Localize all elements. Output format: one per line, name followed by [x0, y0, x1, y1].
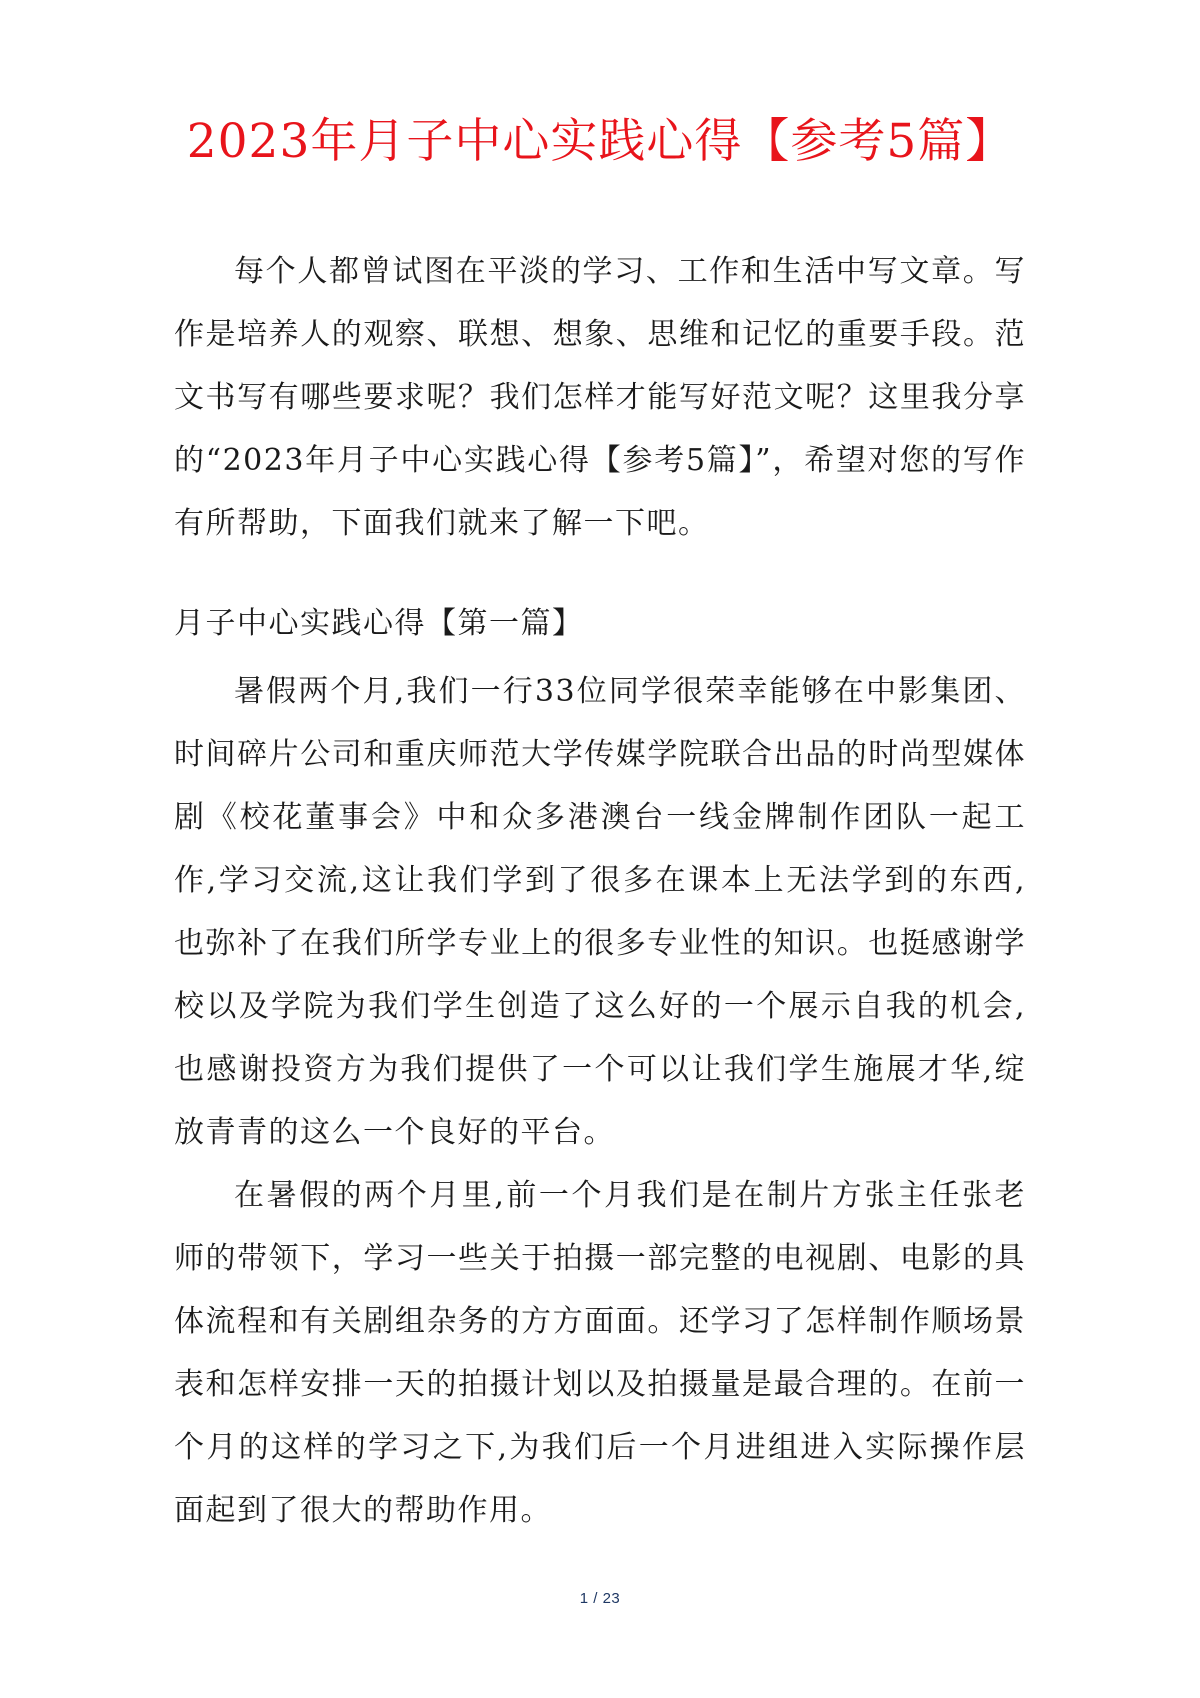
document-title: 2023年月子中心实践心得【参考5篇】	[186, 114, 1014, 169]
page-number: 1 / 23	[579, 1590, 621, 1607]
section-paragraph-1: 暑假两个月,我们一行33位同学很荣幸能够在中影集团、时间碎片公司和重庆师范大学传媒学院联合出品的时尚型媒体剧《校花董事会》中和众多港澳台一线金牌制作团队一起工作,学习交流,这让我们学到了很多在课本上无法学到的东西,也弥补了在我们所学专业上的很多专业性的知识。也挺感谢学校以及学院为我们学生创造了这么好的一个展示自我的机会,也感谢投资方为我们提供了一个可以让我们学生施展才华,绽放青青的这么一个良好的平台。	[174, 674, 1026, 1150]
intro-paragraph: 每个人都曾试图在平淡的学习、工作和生活中写文章。写作是培养人的观察、联想、想象、思维和记忆的重要手段。范文书写有哪些要求呢？我们怎样才能写好范文呢？这里我分享的“2023年月子中心实践心得【参考5篇】”，希望对您的写作有所帮助，下面我们就来了解一下吧。	[174, 254, 1026, 541]
intro-paragraph-block	[174, 240, 1026, 555]
section-paragraph-2: 在暑假的两个月里,前一个月我们是在制片方张主任张老师的带领下，学习一些关于拍摄一部完整的电视剧、电影的具体流程和有关剧组杂务的方方面面。还学习了怎样制作顺场景表和怎样安排一天的拍摄计划以及拍摄量是最合理的。在前一个月的这样的学习之下,为我们后一个月进组进入实际操作层面起到了很大的帮助作用。	[174, 1178, 1026, 1528]
section-heading: 月子中心实践心得【第一篇】	[174, 606, 584, 641]
section-body	[174, 660, 1026, 1542]
